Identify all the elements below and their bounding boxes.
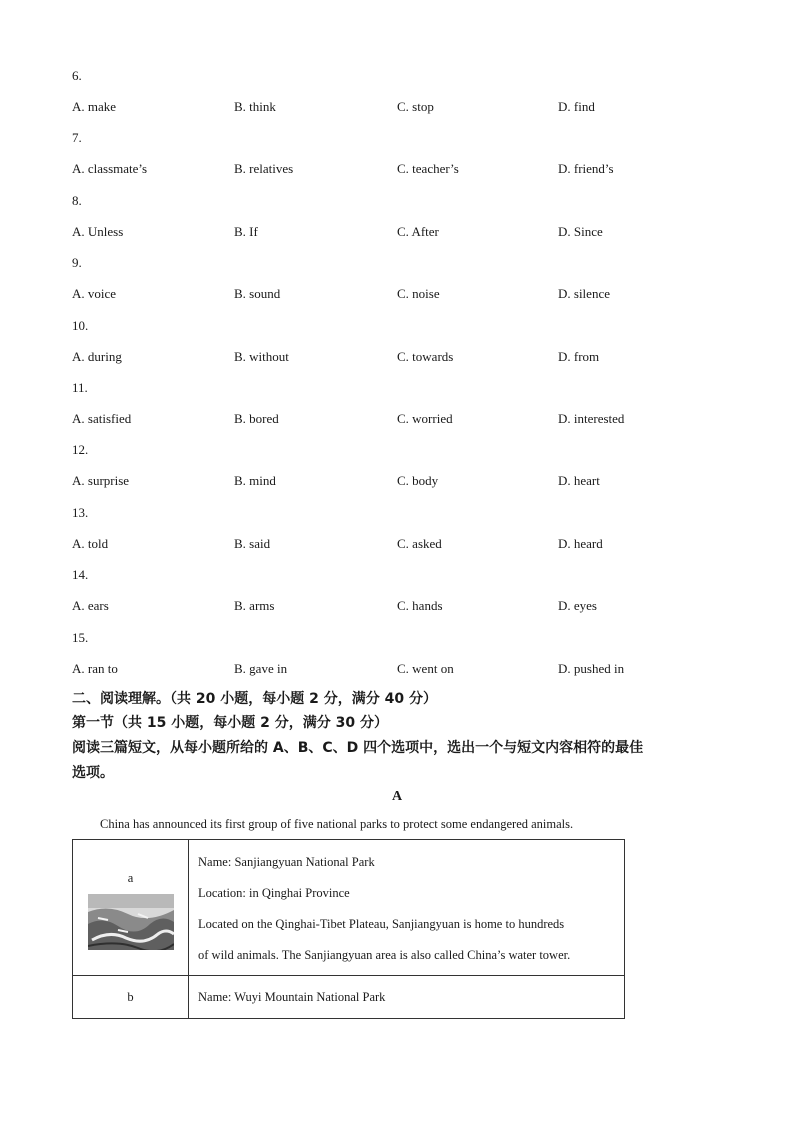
answer-option-c: C. worried: [397, 411, 453, 426]
section-heading: 二、阅读理解。（共 20 小题，每小题 2 分，满分 40 分）: [72, 691, 437, 707]
answer-option-b: B. arms: [234, 598, 275, 613]
park-name: Name: Wuyi Mountain National Park: [198, 989, 386, 1004]
answer-option-a: A. during: [72, 349, 122, 364]
row-info-cell: [189, 840, 625, 976]
answer-option-d: D. from: [558, 349, 600, 364]
park-description: of wild animals. The Sanjiangyuan area is also called China’s water tower.: [198, 948, 571, 962]
answer-option-b: B. mind: [234, 473, 276, 488]
answer-option-d: D. eyes: [558, 598, 597, 613]
passage-intro: China has announced its first group of five national parks to protect some endangered animals.: [100, 817, 574, 831]
table-row: [73, 840, 625, 976]
answer-option-b: B. relatives: [234, 161, 294, 176]
passage-title: A: [391, 789, 403, 804]
question-number: 13.: [72, 505, 89, 520]
answer-option-d: D. heart: [558, 473, 600, 488]
row-label: a: [127, 871, 134, 885]
answer-option-a: A. ears: [72, 598, 109, 613]
answer-option-a: A. ran to: [72, 661, 118, 676]
row-label-cell: [73, 976, 189, 1019]
question-number: 10.: [72, 318, 89, 333]
answer-option-b: B. bored: [234, 411, 279, 426]
answer-option-c: C. teacher’s: [397, 161, 459, 176]
answer-option-b: B. without: [234, 349, 289, 364]
question-number: 8.: [72, 193, 82, 208]
section-subheading: 第一节（共 15 小题，每小题 2 分，满分 30 分）: [72, 715, 388, 731]
answer-option-d: D. silence: [558, 286, 610, 301]
landscape-photo-icon: [88, 894, 174, 950]
instruction-line-2: 选项。: [72, 765, 114, 781]
row-label-cell: [73, 840, 189, 976]
answer-option-c: C. stop: [397, 99, 434, 114]
answer-option-d: D. heard: [558, 536, 603, 551]
answer-option-c: C. hands: [397, 598, 443, 613]
answer-option-d: D. friend’s: [558, 161, 614, 176]
answer-option-a: A. surprise: [72, 473, 130, 488]
answer-option-b: B. gave in: [234, 661, 288, 676]
answer-option-d: D. find: [558, 99, 595, 114]
question-number: 7.: [72, 130, 82, 145]
answer-option-c: C. noise: [397, 286, 440, 301]
answer-option-a: A. classmate’s: [72, 161, 148, 176]
answer-option-a: A. told: [72, 536, 109, 551]
answer-option-d: D. interested: [558, 411, 625, 426]
answer-option-a: A. make: [72, 99, 117, 114]
answer-option-c: C. asked: [397, 536, 442, 551]
question-number: 15.: [72, 630, 89, 645]
answer-option-b: B. think: [234, 99, 276, 114]
question-number: 6.: [72, 68, 82, 83]
park-location: Location: in Qinghai Province: [198, 886, 350, 900]
answer-option-a: A. voice: [72, 286, 117, 301]
answer-option-c: C. body: [397, 473, 439, 488]
park-name: Name: Sanjiangyuan National Park: [198, 855, 375, 869]
answer-option-b: B. sound: [234, 286, 281, 301]
answer-option-c: C. went on: [397, 661, 454, 676]
question-number: 14.: [72, 567, 89, 582]
answer-option-a: A. Unless: [72, 224, 124, 239]
answer-option-d: D. pushed in: [558, 661, 625, 676]
question-number: 11.: [72, 380, 88, 395]
row-info-cell: [189, 976, 625, 1019]
answer-option-c: C. towards: [397, 349, 454, 364]
question-number: 9.: [72, 255, 82, 270]
row-label: b: [127, 989, 134, 1004]
answer-option-b: B. said: [234, 536, 271, 551]
parks-table: [72, 839, 625, 1019]
instruction-line-1: 阅读三篇短文，从每小题所给的 A、B、C、D 四个选项中，选出一个与短文内容相符的最佳: [72, 740, 644, 756]
answer-option-d: D. Since: [558, 224, 603, 239]
question-number: 12.: [72, 442, 89, 457]
table-row: [73, 976, 625, 1019]
answer-option-c: C. After: [397, 224, 439, 239]
answer-option-a: A. satisfied: [72, 411, 132, 426]
answer-option-b: B. If: [234, 224, 258, 239]
park-description: Located on the Qinghai-Tibet Plateau, Sanjiangyuan is home to hundreds: [198, 917, 565, 931]
